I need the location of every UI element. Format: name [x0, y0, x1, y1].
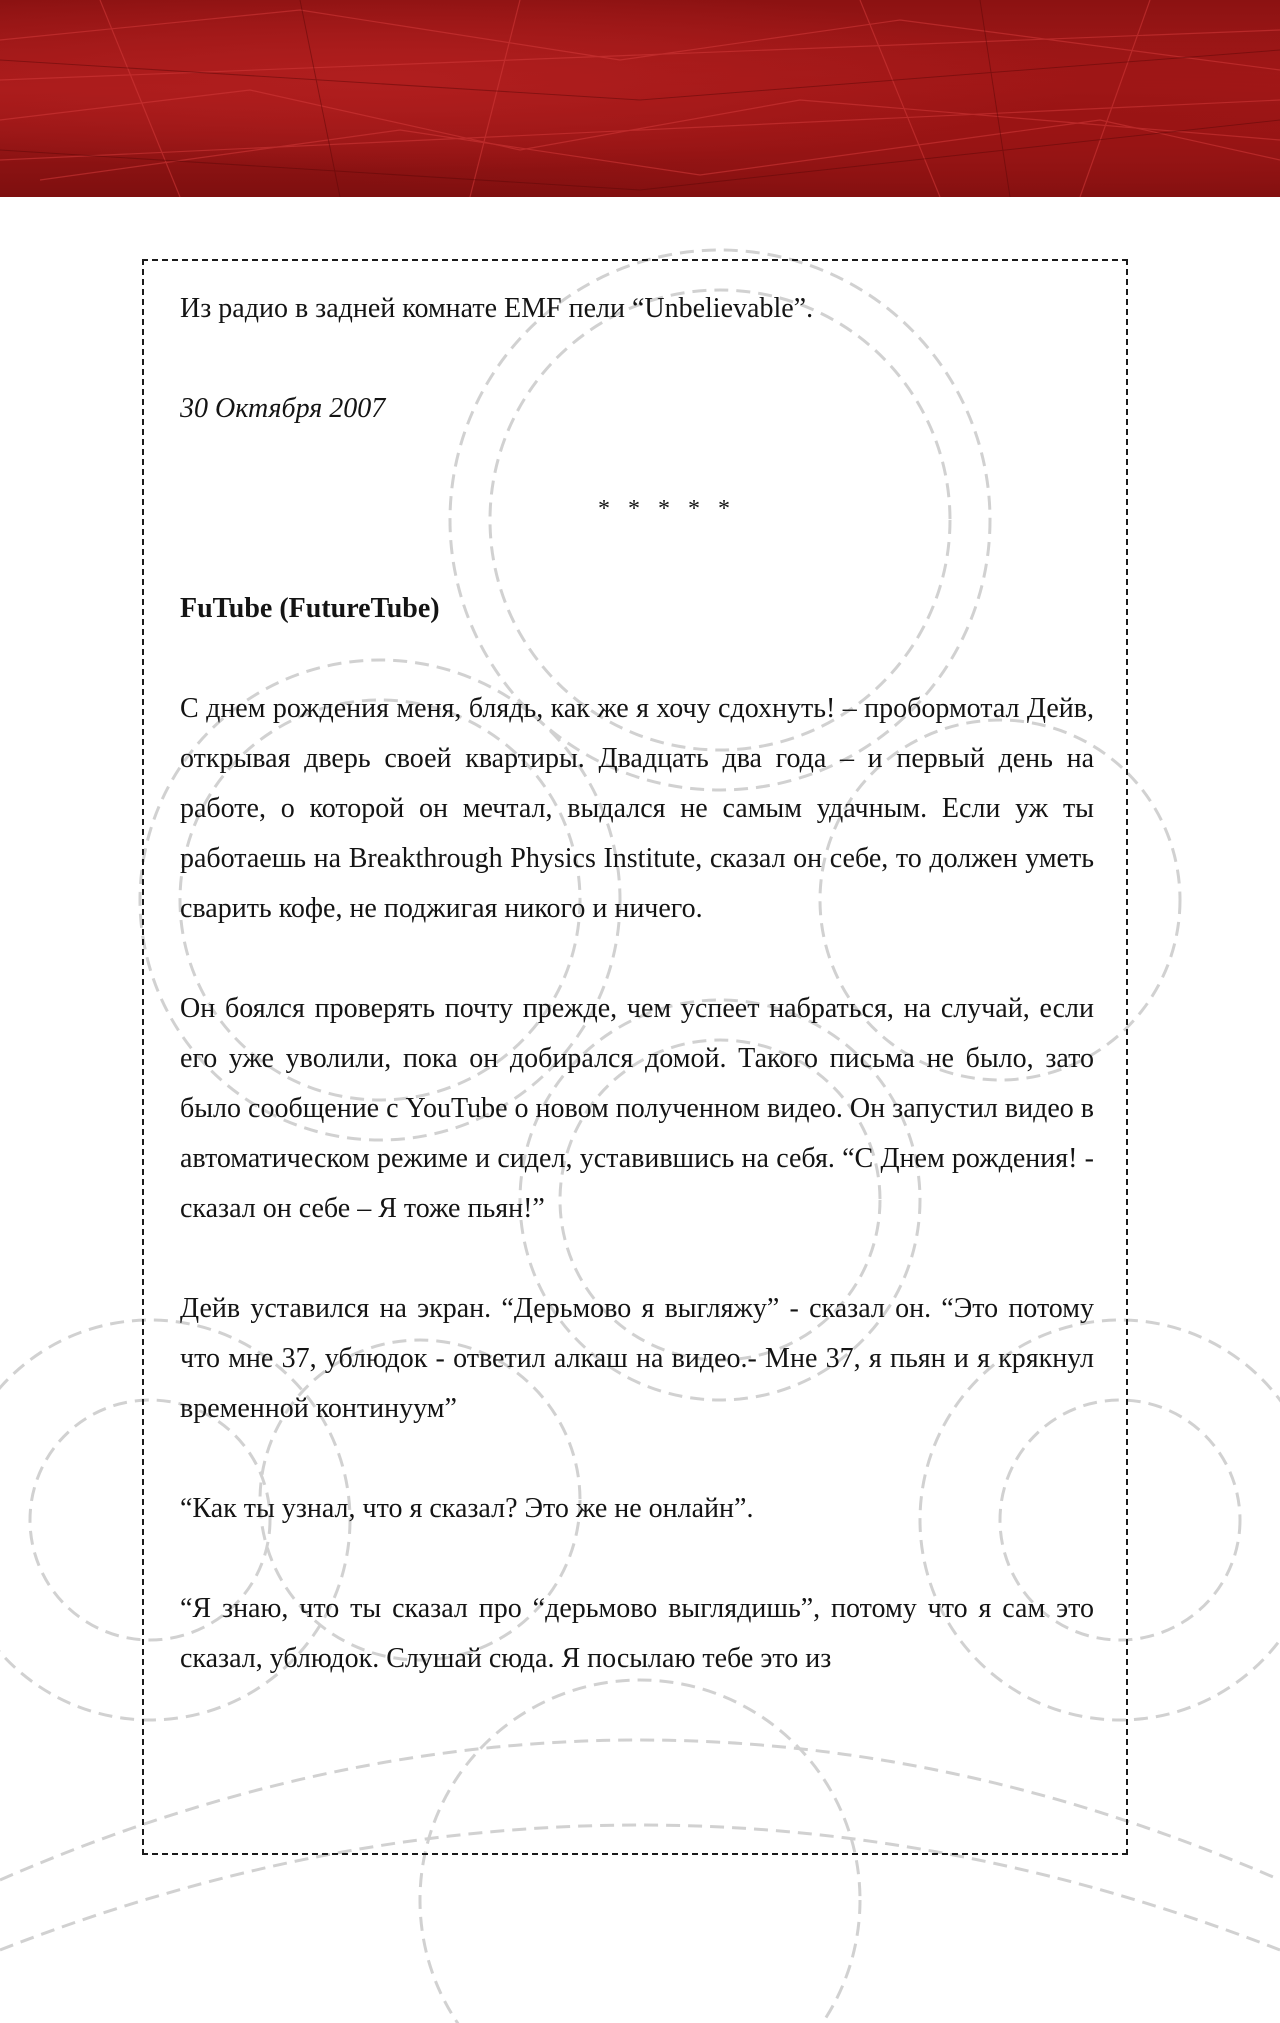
story-title: FuTube (FutureTube): [180, 593, 440, 624]
paragraph-1: С днем рождения меня, блядь, как же я хочу сдохнуть! – пробормотал Дейв, открывая дверь своей квартиры. Двадцать два года – и первый день на работе, о которой он мечтал, выдался не самым удачным. Если уж ты работаешь на Breakthrough Physics Institute, сказал он себе, то должен уметь сварить кофе, не поджигая никого и ничего.: [180, 693, 1094, 924]
section-separator: * * * * *: [598, 496, 736, 522]
date-line: 30 Октября 2007: [180, 393, 386, 424]
scratch-texture: [0, 0, 1280, 197]
paragraph-3: Дейв уставился на экран. “Дерьмово я выгляжу” - сказал он. “Это потому что мне 37, ублюдок - ответил алкаш на видео.- Мне 37, я пьян и я крякнул временной континуум”: [180, 1293, 1094, 1424]
paragraph-2: Он боялся проверять почту прежде, чем успеет набраться, на случай, если его уже уволили, пока он добирался домой. Такого письма не было, зато было сообщение с YouTube о новом полученном видео. Он запустил видео в автоматическом режиме и сидел, уставившись на себя. “С Днем рождения! - сказал он себе – Я тоже пьян!”: [180, 993, 1094, 1224]
paragraph-5: “Я знаю, что ты сказал про “дерьмово выглядишь”, потому что я сам это сказал, ублюдок. Слушай сюда. Я посылаю тебе это из: [180, 1593, 1094, 1674]
document-body: [180, 284, 1094, 1684]
radio-line: Из радио в задней комнате EMF пели “Unbelievable”.: [180, 293, 814, 324]
header-red-band: [0, 0, 1280, 197]
paragraph-4: “Как ты узнал, что я сказал? Это же не онлайн”.: [180, 1493, 754, 1524]
